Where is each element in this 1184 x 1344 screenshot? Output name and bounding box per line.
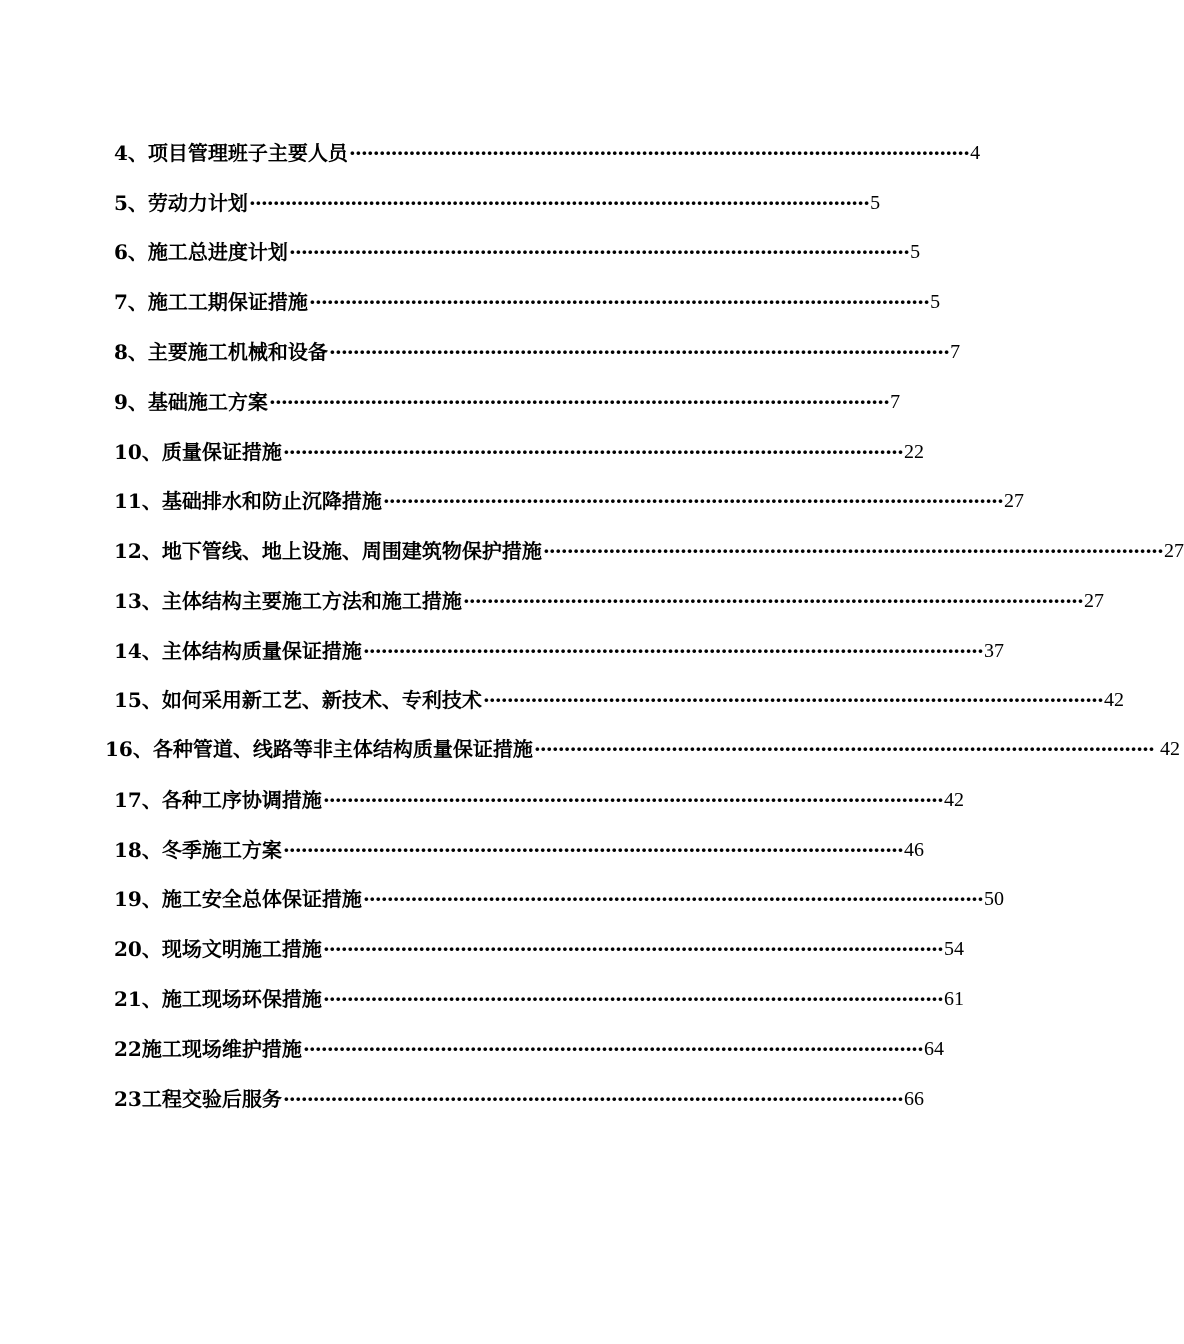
dot-leader: ········································································································: [533, 737, 1154, 761]
toc-entry-page: 27: [1163, 540, 1184, 562]
toc-entry-page: 4: [970, 142, 981, 164]
toc-entry[interactable]: [114, 934, 964, 964]
dot-leader: ········································································································: [322, 788, 943, 812]
toc-entry[interactable]: [114, 138, 981, 168]
toc-entry-page: 5: [910, 241, 921, 263]
toc-entry[interactable]: [114, 486, 1024, 516]
toc-entry[interactable]: [114, 337, 961, 367]
toc-entry-title: 14、主体结构质量保证措施: [114, 639, 362, 663]
toc-entry-title: 18、冬季施工方案: [114, 838, 282, 862]
toc-entry-page: 66: [903, 1088, 924, 1110]
toc-entry[interactable]: [114, 437, 924, 467]
toc-entry-page: 42: [943, 789, 964, 811]
toc-entry[interactable]: [114, 237, 921, 267]
toc-entry-page: 7: [890, 391, 901, 413]
toc-entry-title: 16、各种管道、线路等非主体结构质量保证措施: [105, 737, 533, 761]
dot-leader: ········································································································: [248, 191, 870, 215]
toc-entry-page: 46: [903, 839, 924, 861]
toc-entry[interactable]: [114, 387, 901, 417]
toc-entry-title: 9、基础施工方案: [114, 390, 268, 414]
dot-leader: ········································································································: [482, 688, 1103, 712]
dot-leader: ········································································································: [322, 937, 943, 961]
dot-leader: ········································································································: [268, 390, 890, 414]
toc-entry[interactable]: [114, 835, 924, 865]
dot-leader: ········································································································: [282, 1087, 903, 1111]
dot-leader: ········································································································: [302, 1037, 923, 1061]
toc-entry[interactable]: [114, 984, 964, 1014]
toc-entry[interactable]: [114, 287, 941, 317]
dot-leader: ········································································································: [382, 489, 1003, 513]
dot-leader: ········································································································: [362, 639, 983, 663]
dot-leader: ········································································································: [542, 539, 1163, 563]
toc-entry-page: 5: [870, 192, 881, 214]
toc-entry[interactable]: [114, 685, 1124, 715]
dot-leader: ········································································································: [282, 838, 903, 862]
toc-entry-page: 54: [943, 938, 964, 960]
toc-entry[interactable]: [114, 1084, 924, 1114]
toc-entry[interactable]: [114, 188, 881, 218]
toc-entry-page: 5: [930, 291, 941, 313]
dot-leader: ········································································································: [348, 141, 970, 165]
dot-leader: ········································································································: [328, 340, 950, 364]
toc-entry-page: 50: [983, 888, 1004, 910]
toc-entry-page: 42: [1154, 738, 1180, 760]
toc-entry-page: 61: [943, 988, 964, 1010]
toc-entry[interactable]: [114, 884, 1004, 914]
toc-entry[interactable]: [105, 734, 1180, 764]
toc-entry-page: 27: [1083, 590, 1104, 612]
toc-entry-title: 10、质量保证措施: [114, 440, 282, 464]
toc-entry[interactable]: [114, 586, 1104, 616]
dot-leader: ········································································································: [282, 440, 903, 464]
toc-entry-page: 64: [923, 1038, 944, 1060]
toc-entry-title: 21、施工现场环保措施: [114, 987, 322, 1011]
toc-entry-title: 13、主体结构主要施工方法和施工措施: [114, 589, 462, 613]
toc-entry-title: 4、项目管理班子主要人员: [114, 141, 348, 165]
dot-leader: ········································································································: [462, 589, 1083, 613]
toc-entry[interactable]: [114, 636, 1004, 666]
toc-entry-title: 20、现场文明施工措施: [114, 937, 322, 961]
toc-entry[interactable]: [114, 536, 1184, 566]
toc-entry-page: 22: [903, 441, 924, 463]
toc-entry-title: 22施工现场维护措施: [114, 1037, 302, 1061]
toc-entry-title: 11、基础排水和防止沉降措施: [114, 489, 382, 513]
dot-leader: ········································································································: [322, 987, 943, 1011]
toc-entry[interactable]: [114, 1034, 944, 1064]
toc-entry[interactable]: [114, 785, 964, 815]
toc-entry-page: 7: [950, 341, 961, 363]
dot-leader: ········································································································: [308, 290, 930, 314]
toc-entry-title: 15、如何采用新工艺、新技术、专利技术: [114, 688, 482, 712]
toc-entry-title: 5、劳动力计划: [114, 191, 248, 215]
toc-entry-page: 27: [1003, 490, 1024, 512]
toc-entry-title: 8、主要施工机械和设备: [114, 340, 328, 364]
dot-leader: ········································································································: [288, 240, 910, 264]
dot-leader: ········································································································: [362, 887, 983, 911]
toc-entry-title: 17、各种工序协调措施: [114, 788, 322, 812]
toc-entry-page: 37: [983, 640, 1004, 662]
toc-entry-title: 12、地下管线、地上设施、周围建筑物保护措施: [114, 539, 542, 563]
toc-entry-title: 19、施工安全总体保证措施: [114, 887, 362, 911]
toc-entry-title: 7、施工工期保证措施: [114, 290, 308, 314]
toc-entry-page: 42: [1103, 689, 1124, 711]
toc-entry-title: 6、施工总进度计划: [114, 240, 288, 264]
toc-entry-title: 23工程交验后服务: [114, 1087, 282, 1111]
